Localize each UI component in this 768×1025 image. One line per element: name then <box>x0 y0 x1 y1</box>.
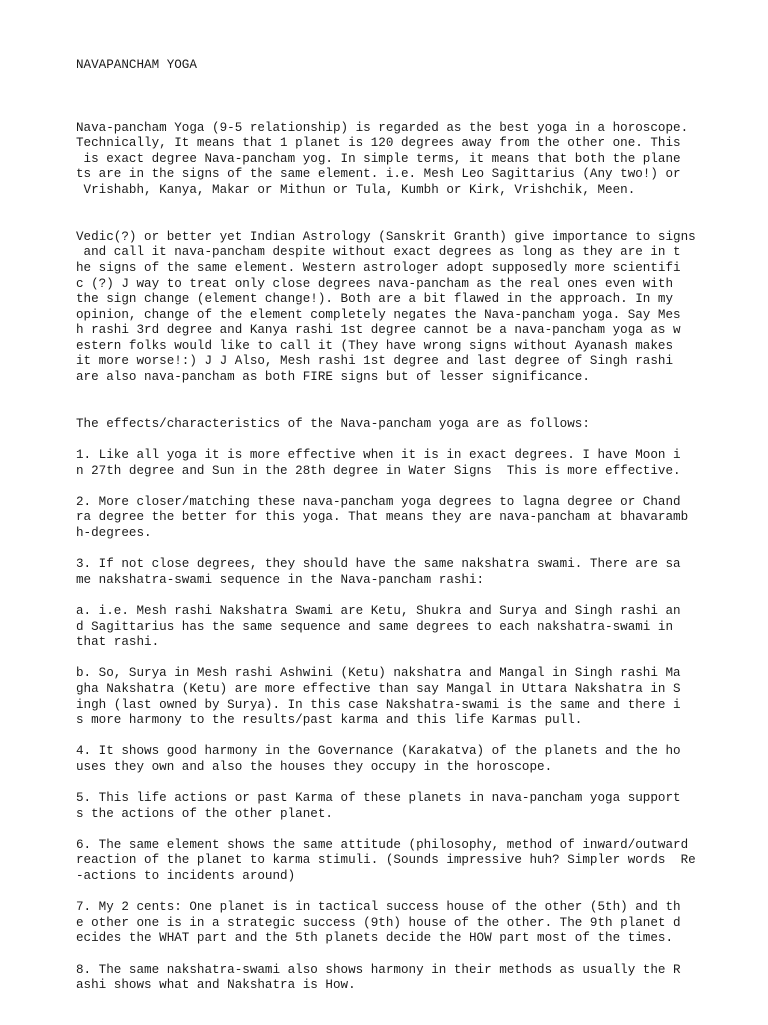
text-line <box>76 479 716 495</box>
text-line: 7. My 2 cents: One planet is in tactical success house of the other (5th) and th <box>76 900 681 915</box>
text-line: ts are in the signs of the same element. i.e. Mesh Leo Sagittarius (Any two!) or <box>76 167 681 182</box>
text-line: h rashi 3rd degree and Kanya rashi 1st degree cannot be a nava-pancham yoga as w <box>76 323 681 338</box>
text-line: h-degrees. <box>76 526 152 540</box>
text-line: reaction of the planet to karma stimuli. (Sounds impressive huh? Simpler words Re <box>76 853 696 868</box>
text-line <box>76 105 716 121</box>
text-line: ashi shows what and Nakshatra is How. <box>76 978 356 993</box>
text-line: 5. This life actions or past Karma of these planets in nava-pancham yoga support <box>76 791 681 806</box>
text-line: is exact degree Nava-pancham yog. In simple terms, it means that both the plane <box>76 151 681 166</box>
text-line: 6. The same element shows the same attitude (philosophy, method of inward/outward <box>76 837 689 852</box>
text-line <box>76 776 716 792</box>
text-line: that rashi. <box>76 635 160 650</box>
text-line: s more harmony to the results/past karma and this life Karmas pull. <box>76 713 583 728</box>
text-line: Technically, It means that 1 planet is 120 degrees away from the other one. This <box>76 136 681 151</box>
text-line <box>76 542 716 558</box>
text-line: The effects/characteristics of the Nava-pancham yoga are as follows: <box>76 416 590 431</box>
text-line: the sign change (element change!). Both are a bit flawed in the approach. In my <box>76 292 674 307</box>
document-title: NAVAPANCHAM YOGA <box>76 58 197 73</box>
text-line: gha Nakshatra (Ketu) are more effective than say Mangal in Uttara Nakshatra in S <box>76 681 681 696</box>
text-line <box>76 651 716 667</box>
text-line: 4. It shows good harmony in the Governance (Karakatva) of the planets and the ho <box>76 744 681 759</box>
text-line: 1. Like all yoga it is more effective when it is in exact degrees. I have Moon i <box>76 448 681 463</box>
text-line: me nakshatra-swami sequence in the Nava-pancham rashi: <box>76 572 485 587</box>
text-line: ingh (last owned by Surya). In this case Nakshatra-swami is the same and there i <box>76 697 681 712</box>
document-body <box>76 27 716 1025</box>
text-line: 8. The same nakshatra-swami also shows harmony in their methods as usually the R <box>76 962 681 977</box>
text-line: c (?) J way to treat only close degrees nava-pancham as the real ones even with <box>76 276 674 291</box>
text-line: d Sagittarius has the same sequence and same degrees to each nakshatra-swami in <box>76 619 674 634</box>
text-line: e other one is in a strategic success (9th) house of the other. The 9th planet d <box>76 915 681 930</box>
document-text <box>76 105 716 994</box>
text-line <box>76 386 716 402</box>
text-line: and call it nava-pancham despite without exact degrees as long as they are in t <box>76 245 681 260</box>
text-line <box>76 947 716 963</box>
text-line <box>76 822 716 838</box>
text-line: s the actions of the other planet. <box>76 806 333 821</box>
text-line: Nava-pancham Yoga (9-5 relationship) is regarded as the best yoga in a horoscope. <box>76 120 689 135</box>
text-line: a. i.e. Mesh rashi Nakshatra Swami are Ketu, Shukra and Surya and Singh rashi an <box>76 603 681 618</box>
text-line: 2. More closer/matching these nava-pancham yoga degrees to lagna degree or Chand <box>76 494 681 509</box>
text-line: uses they own and also the houses they occupy in the horoscope. <box>76 759 553 774</box>
text-line <box>76 401 716 417</box>
text-line <box>76 199 716 215</box>
text-line: Vedic(?) or better yet Indian Astrology (Sanskrit Granth) give importance to signs <box>76 229 696 244</box>
text-line: are also nava-pancham as both FIRE signs but of lesser significance. <box>76 370 590 385</box>
text-line: ra degree the better for this yoga. That means they are nava-pancham at bhavaramb <box>76 510 689 525</box>
text-line: 3. If not close degrees, they should have the same nakshatra swami. There are sa <box>76 557 681 572</box>
text-line <box>76 885 716 901</box>
text-line: Vrishabh, Kanya, Makar or Mithun or Tula, Kumbh or Kirk, Vrishchik, Meen. <box>76 182 636 197</box>
text-line: -actions to incidents around) <box>76 869 296 884</box>
text-line <box>76 214 716 230</box>
text-line <box>76 729 716 745</box>
text-line: he signs of the same element. Western astrologer adopt supposedly more scientifi <box>76 260 681 275</box>
text-line: opinion, change of the element completely negates the Nava-pancham yoga. Say Mes <box>76 307 681 322</box>
text-line: it more worse!:) J J Also, Mesh rashi 1st degree and last degree of Singh rashi <box>76 354 674 369</box>
text-line <box>76 432 716 448</box>
text-line: b. So, Surya in Mesh rashi Ashwini (Ketu) nakshatra and Mangal in Singh rashi Ma <box>76 666 681 681</box>
text-line: n 27th degree and Sun in the 28th degree in Water Signs This is more effective. <box>76 463 681 478</box>
text-line: ecides the WHAT part and the 5th planets decide the HOW part most of the times. <box>76 931 674 946</box>
text-line <box>76 588 716 604</box>
text-line: estern folks would like to call it (They have wrong signs without Ayanash makes <box>76 338 674 353</box>
